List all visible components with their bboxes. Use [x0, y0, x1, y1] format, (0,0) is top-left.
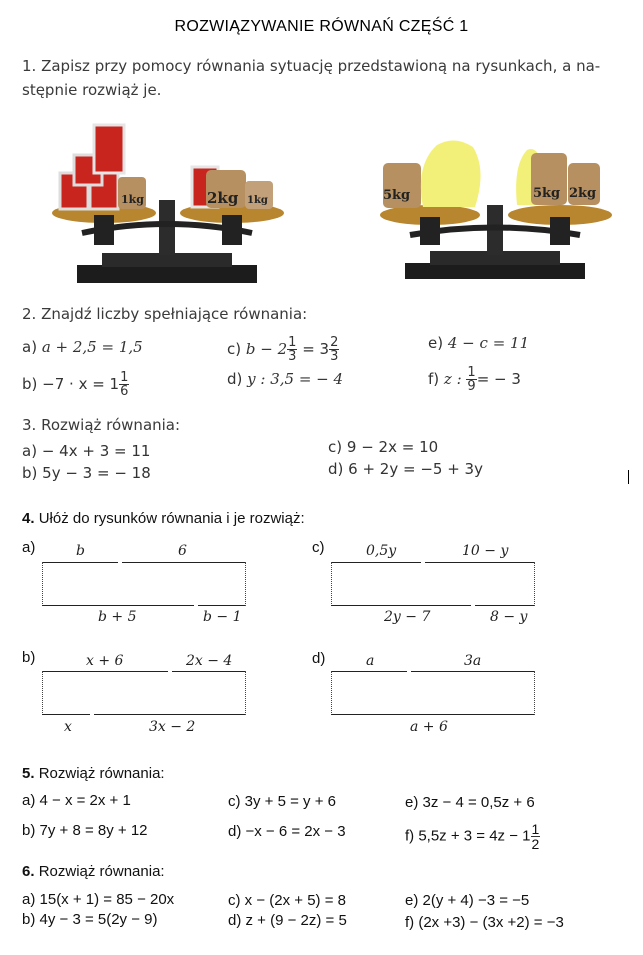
- task2-f: f) z : $\frac{1}{9}$ = − 3: [428, 365, 521, 394]
- task5-f: f) 5,5z + 3 = 4z − 1 $\frac{1}{2}$: [405, 821, 540, 852]
- task4-a-bot1: b + 5: [98, 609, 137, 625]
- task3-heading: 3. Rozwiąż równania:: [22, 416, 181, 434]
- task6-d: d) z + (9 − 2z) = 5: [228, 912, 347, 929]
- task6-a: a) 15(x + 1) = 85 − 20x: [22, 891, 175, 908]
- task4-heading: 4. Ułóż do rysunków równania i je rozwiąż:: [22, 510, 305, 527]
- svg-text:2kg: 2kg: [207, 189, 239, 207]
- left-balance-scale-image: [42, 115, 292, 287]
- page-title: ROZWIĄZYWANIE RÓWNAŃ CZĘŚĆ 1: [174, 18, 469, 35]
- task2-a: a) a + 2,5 = 1,5: [22, 338, 143, 356]
- task1-line2: stępnie rozwiąż je.: [22, 81, 162, 99]
- task4-c-top2: 10 − y: [462, 543, 509, 559]
- task2-heading: 2. Znajdź liczby spełniające równania:: [22, 305, 308, 323]
- svg-text:1kg: 1kg: [121, 193, 144, 206]
- task3-c: c) 9 − 2x = 10: [328, 438, 439, 456]
- task4-d-label: d): [312, 650, 326, 667]
- task6-f: f) (2x +3) − (3x +2) = −3: [405, 914, 564, 931]
- right-balance-scale-image: [375, 135, 615, 285]
- task2-b: b) −7 · x = 1 $\frac{1}{6}$: [22, 370, 129, 399]
- task4-a-top-seg2: [122, 562, 245, 563]
- task4-d-top2: 3a: [464, 653, 482, 669]
- task4-a-bot-seg1: [42, 605, 194, 606]
- task4-b-top2: 2x − 4: [186, 653, 233, 669]
- task6-b: b) 4y − 3 = 5(2y − 9): [22, 911, 158, 928]
- task4-c-bot2: 8 − y: [490, 609, 528, 625]
- task5-b: b) 7y + 8 = 8y + 12: [22, 822, 148, 839]
- task4-b-top1: x + 6: [86, 653, 124, 669]
- task2-c: c) b − 2 $\frac{1}{3}$ = 3 $\frac{2}{3}$: [227, 335, 339, 364]
- svg-text:1kg: 1kg: [247, 195, 268, 206]
- task4-a-top-seg1: [42, 562, 118, 563]
- task4-a-top2: 6: [178, 543, 187, 559]
- svg-text:5kg: 5kg: [533, 186, 561, 201]
- task1-line1: 1. Zapisz przy pomocy równania sytuację przedstawioną na rysunkach, a na-: [22, 57, 601, 75]
- task6-heading: 6. Rozwiąż równania:: [22, 863, 165, 880]
- task2-d: d) y : 3,5 = − 4: [227, 370, 344, 388]
- task4-b-bot1: x: [64, 719, 72, 735]
- task4-a-top1: b: [76, 543, 85, 559]
- svg-text:5kg: 5kg: [383, 188, 411, 203]
- task4-b-bot2: 3x − 2: [149, 719, 196, 735]
- task3-d: d) 6 + 2y = −5 + 3y: [328, 460, 483, 478]
- task6-e: e) 2(y + 4) −3 = −5: [405, 892, 530, 909]
- svg-text:2kg: 2kg: [569, 186, 597, 201]
- task6-c: c) x − (2x + 5) = 8: [228, 892, 346, 909]
- task4-a-bot-seg2: [198, 605, 245, 606]
- scale-base: [77, 265, 257, 283]
- task5-c: c) 3y + 5 = y + 6: [228, 793, 336, 810]
- task4-c-bot1: 2y − 7: [384, 609, 431, 625]
- task5-heading: 5. Rozwiąż równania:: [22, 765, 165, 782]
- task3-a: a) − 4x + 3 = 11: [22, 442, 151, 460]
- task4-a-label: a): [22, 539, 36, 556]
- task5-a: a) 4 − x = 2x + 1: [22, 792, 131, 809]
- task4-c-label: c): [312, 539, 325, 556]
- task3-b: b) 5y − 3 = − 18: [22, 464, 151, 482]
- task4-d-top1: a: [366, 653, 375, 669]
- task5-e: e) 3z − 4 = 0,5z + 6: [405, 794, 535, 811]
- task4-a-bot2: b − 1: [203, 609, 242, 625]
- text-cursor: [628, 470, 629, 484]
- task4-c-top1: 0,5y: [366, 543, 397, 559]
- task4-b-label: b): [22, 649, 36, 666]
- task2-e: e) 4 − c = 11: [428, 334, 530, 352]
- task4-d-bot1: a + 6: [410, 719, 448, 735]
- task5-d: d) −x − 6 = 2x − 3: [228, 823, 346, 840]
